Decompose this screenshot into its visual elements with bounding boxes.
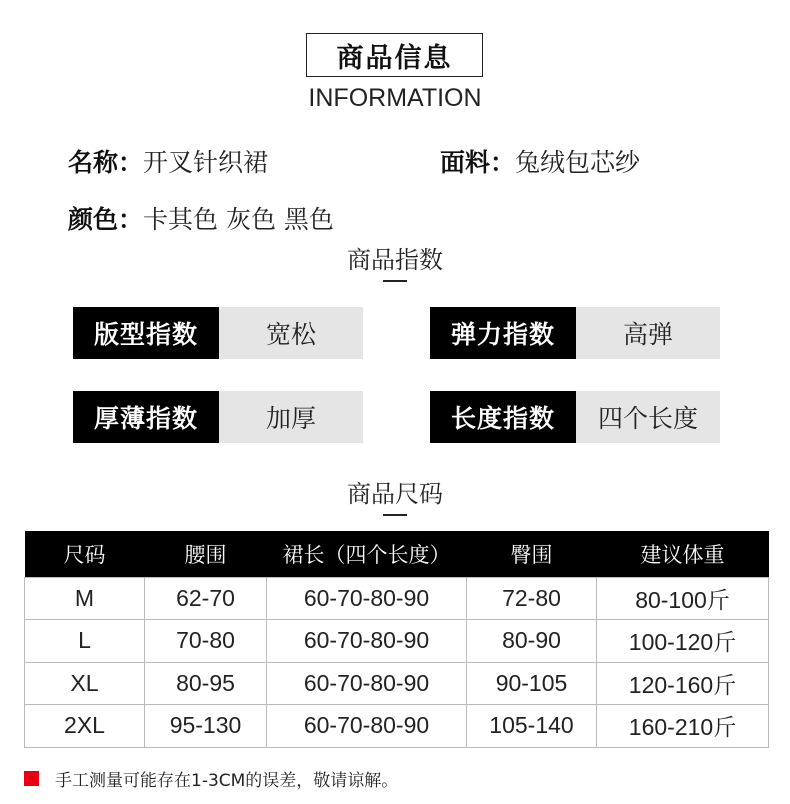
table-cell: 95-130 <box>145 705 267 748</box>
measurement-note <box>24 766 398 791</box>
table-cell: L <box>25 620 145 663</box>
table-cell: 80-100斤 <box>597 577 769 620</box>
note-text: 手工测量可能存在1-3CM的误差，敬请谅解。 <box>55 771 399 791</box>
table-cell: 70-80 <box>145 620 267 663</box>
table-cell: 80-90 <box>467 620 597 663</box>
index-section-title: 商品指数 <box>347 246 443 274</box>
column-header: 臀围 <box>467 531 597 577</box>
table-cell: 60-70-80-90 <box>267 577 467 620</box>
table-cell: 80-95 <box>145 662 267 705</box>
table-cell: 72-80 <box>467 577 597 620</box>
table-cell: 60-70-80-90 <box>267 705 467 748</box>
index-item-thickness <box>73 391 363 443</box>
info-fabric-value: 兔绒包芯纱 <box>515 148 641 177</box>
info-name <box>68 143 268 179</box>
table-cell: 62-70 <box>145 577 267 620</box>
table-cell: 100-120斤 <box>597 620 769 663</box>
index-label: 长度指数 <box>430 391 576 443</box>
table-cell: M <box>25 577 145 620</box>
column-header: 尺码 <box>25 531 145 577</box>
column-header: 腰围 <box>145 531 267 577</box>
table-cell: XL <box>25 662 145 705</box>
info-name-value: 开叉针织裙 <box>143 148 269 177</box>
table-row <box>25 705 769 748</box>
info-color <box>68 200 334 236</box>
table-cell: 60-70-80-90 <box>267 620 467 663</box>
index-label: 版型指数 <box>73 307 219 359</box>
page-title: 商品信息 <box>336 42 453 74</box>
size-table-header <box>25 531 769 577</box>
column-header: 建议体重 <box>597 531 769 577</box>
info-color-label: 颜色： <box>68 205 144 234</box>
index-label: 厚薄指数 <box>73 391 219 443</box>
table-row <box>25 577 769 620</box>
index-value: 四个长度 <box>576 391 720 443</box>
info-name-label: 名称： <box>68 148 144 177</box>
page-subtitle: INFORMATION <box>308 84 482 112</box>
table-cell: 120-160斤 <box>597 662 769 705</box>
table-cell: 90-105 <box>467 662 597 705</box>
table-row <box>25 620 769 663</box>
size-table <box>24 531 769 748</box>
column-header: 裙长（四个长度） <box>267 531 467 577</box>
table-cell: 105-140 <box>467 705 597 748</box>
table-cell: 160-210斤 <box>597 705 769 748</box>
index-item-fit <box>73 307 363 359</box>
size-section-divider <box>383 514 407 516</box>
index-value: 宽松 <box>219 307 363 359</box>
table-cell: 60-70-80-90 <box>267 662 467 705</box>
index-label: 弹力指数 <box>430 307 576 359</box>
index-item-elasticity <box>430 307 720 359</box>
info-fabric-label: 面料： <box>440 148 516 177</box>
info-fabric <box>440 143 640 179</box>
index-value: 高弹 <box>576 307 720 359</box>
info-color-value: 卡其色 灰色 黑色 <box>143 205 334 234</box>
index-value: 加厚 <box>219 391 363 443</box>
size-section-title: 商品尺码 <box>347 480 443 508</box>
page-title-box <box>306 33 483 77</box>
table-cell: 2XL <box>25 705 145 748</box>
index-item-length <box>430 391 720 443</box>
red-square-marker-icon <box>24 771 39 786</box>
table-row <box>25 662 769 705</box>
index-section-divider <box>383 280 407 282</box>
